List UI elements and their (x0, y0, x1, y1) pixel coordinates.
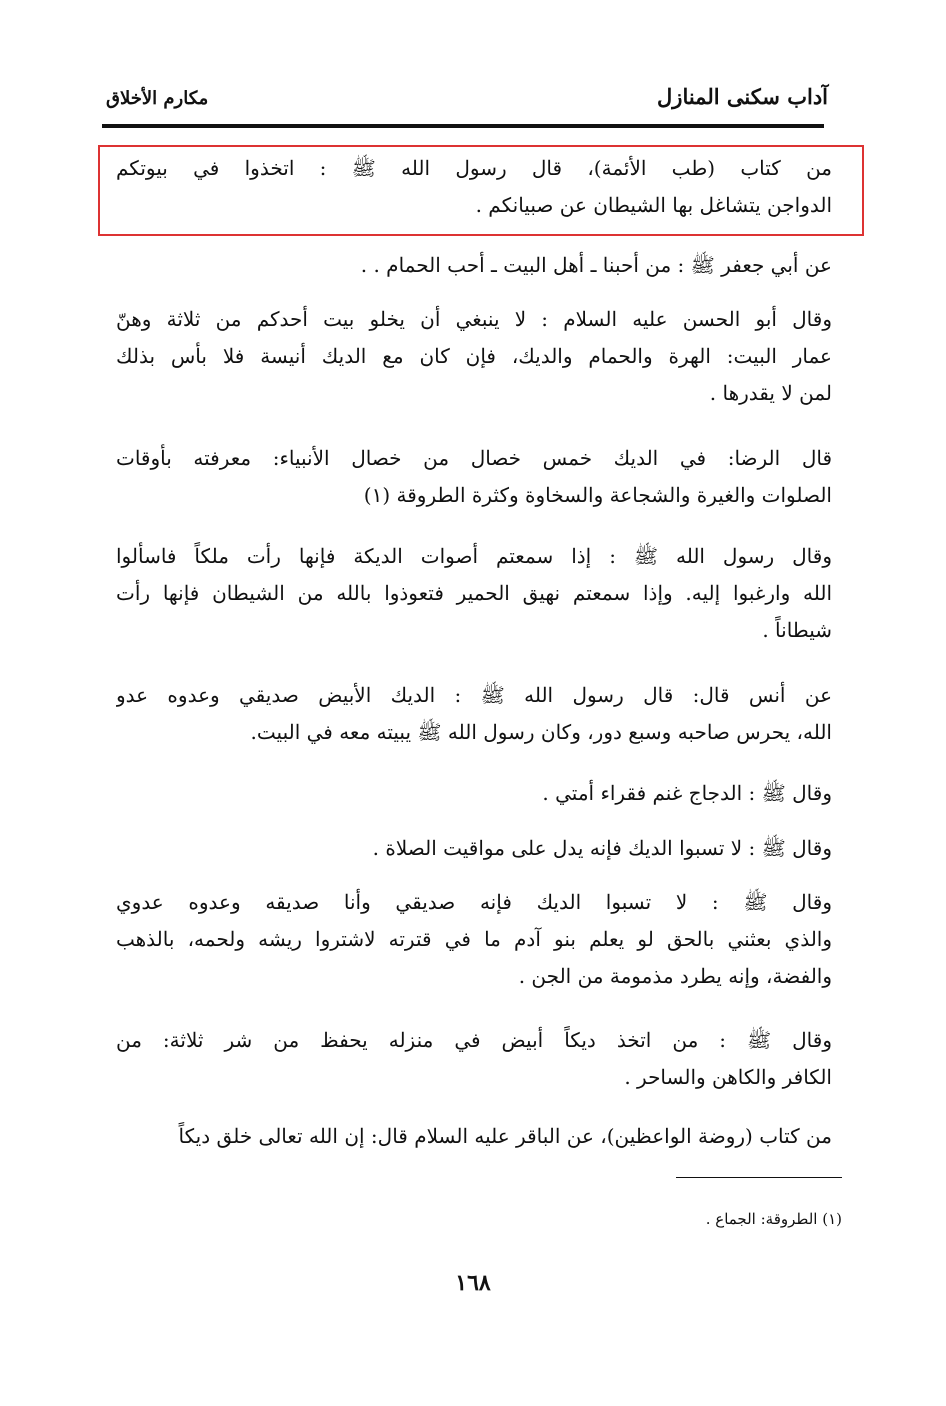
paragraph-10 (116, 1022, 832, 1096)
text-line: والذي بعثني بالحق لو يعلم بنو آدم ما في قترته لاشتروا ريشه ولحمه، بالذهب (116, 927, 832, 951)
page-number: ١٦٨ (455, 1270, 491, 1296)
paragraph-4 (116, 440, 832, 514)
text-line: الله وارغبوا إليه. وإذا سمعتم نهيق الحمير فتعوذوا بالله من الشيطان فإنها رأت (116, 581, 832, 605)
footnote: (١) الطروقة: الجماع . (705, 1210, 842, 1228)
text-line: لمن لا يقدرها . (709, 381, 832, 405)
text-line: عن أنس قال: قال رسول الله ﷺ : الديك الأبيض صديقي وعدوه عدو (116, 683, 832, 707)
text-line: قال الرضا: في الديك خمس خصال من خصال الأنبياء: معرفته بأوقات (116, 446, 832, 470)
text-line: وقال ﷺ : الدجاج غنم فقراء أمتي . (542, 781, 832, 805)
text-line: من كتاب (روضة الواعظين)، عن الباقر عليه السلام قال: إن الله تعالى خلق ديكاً (178, 1124, 832, 1148)
paragraph-11 (116, 1118, 832, 1155)
paragraph-7 (116, 775, 832, 812)
running-header-title: آداب سكنى المنازل (657, 84, 828, 109)
text-line: وقال رسول الله ﷺ : إذا سمعتم أصوات الديكة فإنها رأت ملكاً فاسألوا (116, 544, 832, 568)
running-header-book: مكارم الأخلاق (106, 88, 209, 109)
text-line: وقال ﷺ : لا تسبوا الديك فإنه صديقي وأنا صديقه وعدوه عدوي (116, 890, 832, 914)
text-line: الدواجن يتشاغل بها الشيطان عن صبيانكم . (475, 193, 832, 217)
paragraph-9 (116, 884, 832, 995)
paragraph-2 (116, 247, 832, 284)
paragraph-8 (116, 830, 832, 867)
text-line: وقال ﷺ : من اتخذ ديكاً أبيض في منزله يحفظ من شر ثلاثة: من (116, 1028, 832, 1052)
text-line: وقال أبو الحسن عليه السلام : لا ينبغي أن يخلو بيت أحدكم من ثلاثة وهنّ (116, 307, 832, 331)
text-line: عمار البيت: الهرة والحمام والديك، فإن كان مع الديك أنيسة فلا بأس بذلك (116, 344, 832, 368)
text-line: الكافر والكاهن والساحر . (624, 1065, 832, 1089)
paragraph-5 (116, 538, 832, 649)
text-line: وقال ﷺ : لا تسبوا الديك فإنه يدل على مواقيت الصلاة . (372, 836, 832, 860)
paragraph-3 (116, 301, 832, 412)
text-line: شيطاناً . (762, 618, 832, 642)
text-line: من كتاب (طب الأئمة)، قال رسول الله ﷺ : اتخذوا في بيوتكم (116, 156, 832, 180)
text-line: الصلوات والغيرة والشجاعة والسخاوة وكثرة الطروقة (١) (363, 483, 832, 507)
text-line: والفضة، وإنه يطرد مذمومة من الجن . (518, 964, 832, 988)
footnote-rule (676, 1177, 842, 1178)
paragraph-1 (116, 150, 832, 224)
text-line: الله، يحرس صاحبه وسبع دور، وكان رسول الله ﷺ يبيته معه في البيت. (250, 720, 832, 744)
header-rule (102, 124, 824, 128)
text-line: عن أبي جعفر ﷺ : من أحبنا ـ أهل البيت ـ أحب الحمام . . (360, 253, 832, 277)
paragraph-6 (116, 677, 832, 751)
